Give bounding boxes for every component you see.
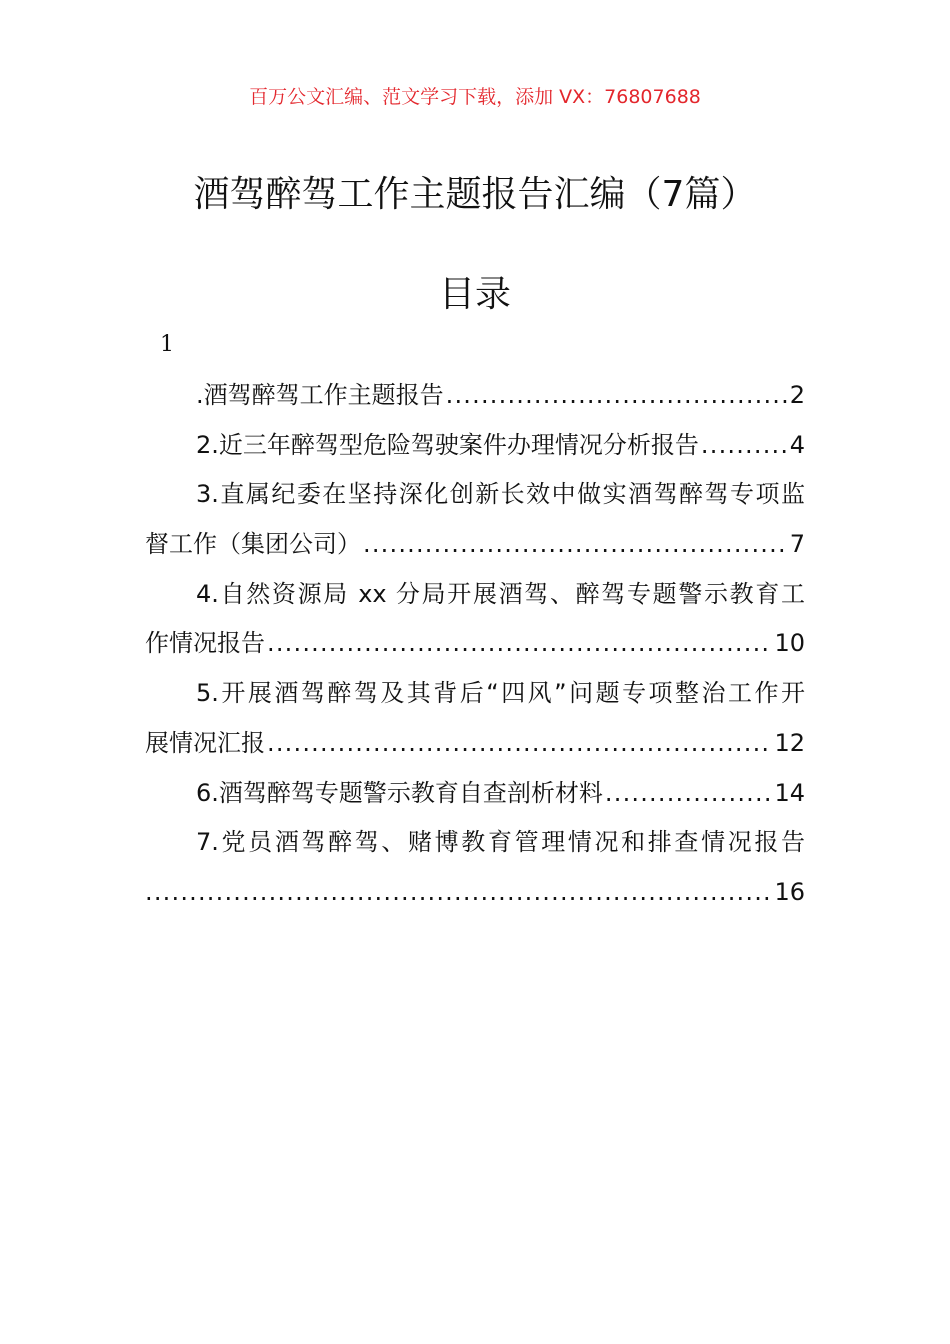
dot-leader xyxy=(605,768,773,818)
toc-entry-page: 2 xyxy=(789,381,805,409)
dot-leader xyxy=(363,519,788,569)
toc-entry-title-line: 4.自然资源局 xx 分局开展酒驾、醉驾专题警示教育工 xyxy=(196,579,805,608)
toc-entry-4[interactable] xyxy=(145,569,805,668)
toc-entry-7[interactable] xyxy=(145,817,805,916)
toc-entry-3[interactable] xyxy=(145,469,805,568)
toc-entry-page: 12 xyxy=(774,728,805,757)
document-title: 酒驾醉驾工作主题报告汇编（7篇） xyxy=(193,174,757,215)
toc-entry-title-line: 5.开展酒驾醉驾及其背后“四风”问题专项整治工作开 xyxy=(196,679,805,708)
dot-leader xyxy=(145,867,772,917)
toc-entry-page: 4 xyxy=(789,430,805,459)
toc-entry-title: .酒驾醉驾工作主题报告 xyxy=(196,381,444,409)
dot-leader xyxy=(267,618,772,668)
dot-leader xyxy=(267,718,772,768)
toc-entry-2[interactable] xyxy=(145,420,805,470)
toc-entry-page: 16 xyxy=(774,877,805,906)
toc-entry-title-line: 展情况汇报 xyxy=(145,728,265,757)
toc-entry-page: 10 xyxy=(774,629,805,658)
toc-entry-1[interactable] xyxy=(145,370,805,420)
list-marker: 1 xyxy=(160,332,174,357)
table-of-contents xyxy=(145,370,805,917)
toc-entry-title-line: 3.直属纪委在坚持深化创新长效中做实酒驾醉驾专项监 xyxy=(196,480,805,509)
toc-entry-page: 14 xyxy=(774,778,805,807)
toc-entry-title-line: 督工作（集团公司） xyxy=(145,530,361,559)
toc-entry-title: 6.酒驾醉驾专题警示教育自查剖析材料 xyxy=(196,778,603,807)
toc-heading: 目录 xyxy=(438,274,511,315)
toc-entry-title: 2.近三年醉驾型危险驾驶案件办理情况分析报告 xyxy=(196,430,699,459)
toc-entry-page: 7 xyxy=(789,530,805,559)
toc-entry-title-line: 作情况报告 xyxy=(145,629,265,658)
watermark-header: 百万公文汇编、范文学习下载，添加 VX：76807688 xyxy=(249,86,701,108)
toc-entry-6[interactable] xyxy=(145,768,805,818)
toc-entry-5[interactable] xyxy=(145,668,805,767)
toc-entry-title-line: 7.党员酒驾醉驾、赌博教育管理情况和排查情况报告 xyxy=(196,828,805,857)
dot-leader xyxy=(701,420,788,470)
dot-leader xyxy=(446,370,788,420)
